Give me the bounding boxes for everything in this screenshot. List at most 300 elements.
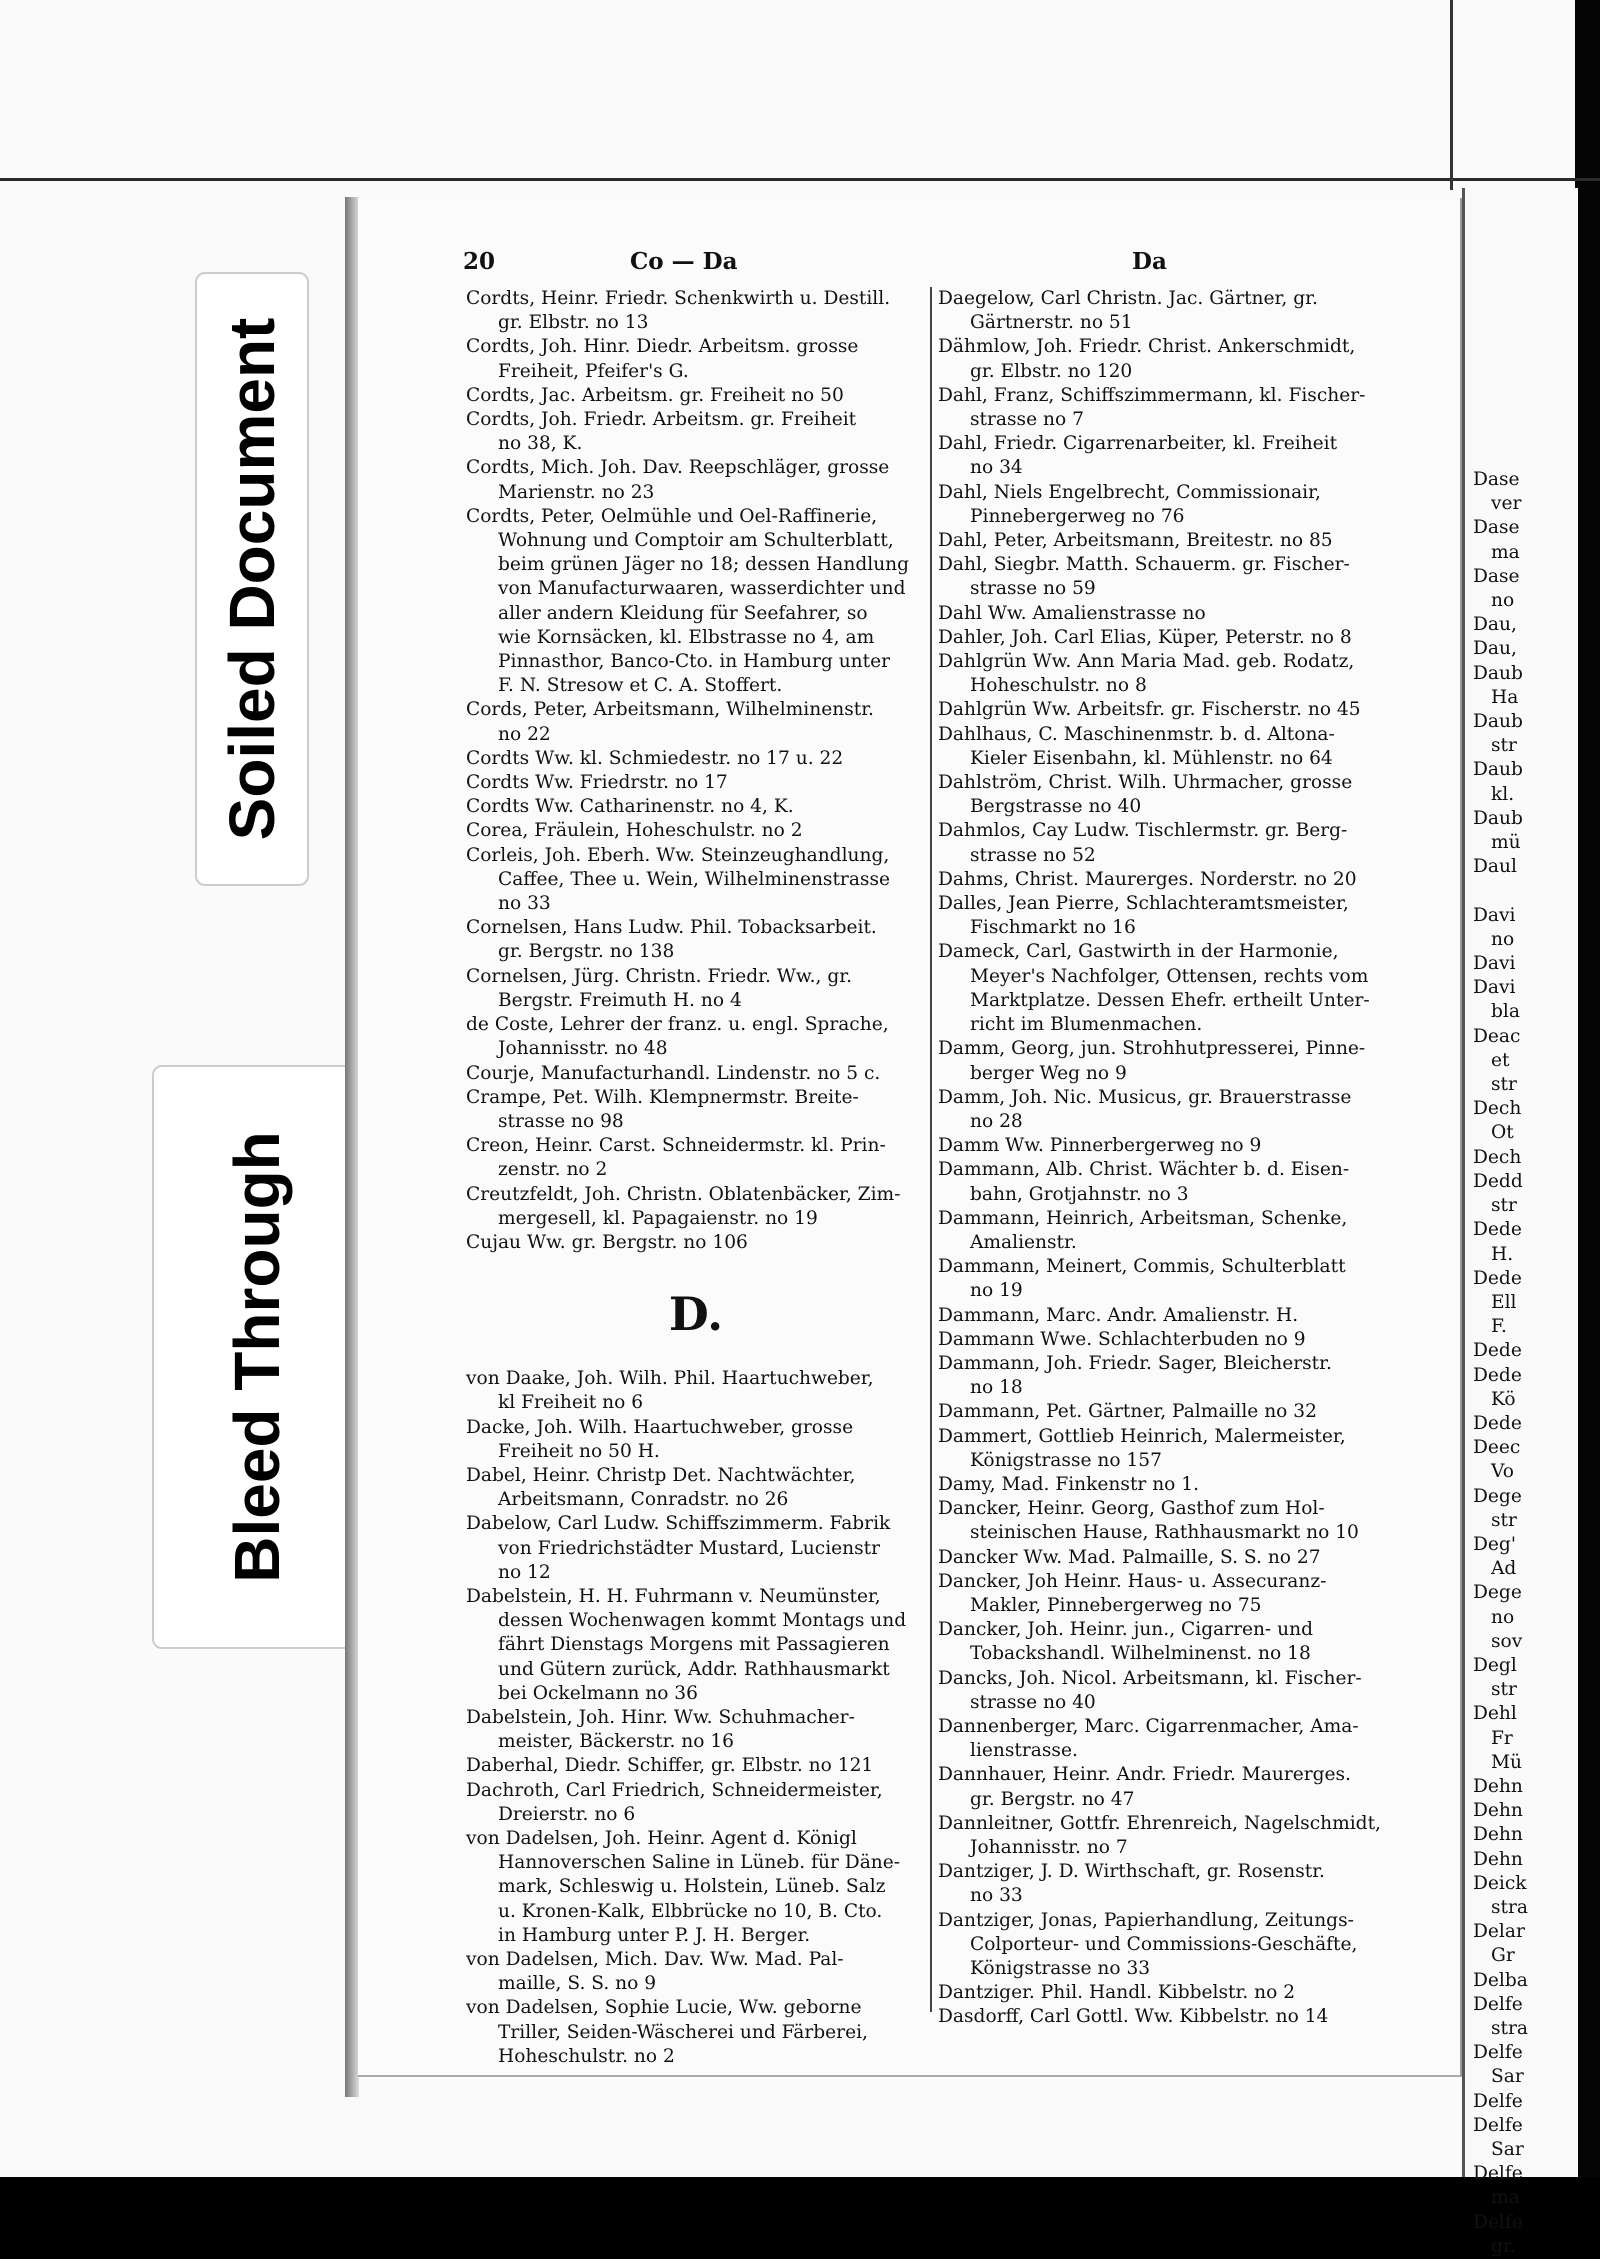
entry-name-line: Dabel, Heinr. Christp Det. Nachtwächter,	[466, 1464, 856, 1486]
entry-continuation-line: bei Ockelmann no 36	[498, 1682, 698, 1704]
entry-name-line: Daberhal, Diedr. Schiffer, gr. Elbstr. no 121	[466, 1755, 874, 1777]
directory-entry	[466, 771, 926, 795]
entry-name-line: Dahl, Siegbr. Matth. Schauerm. gr. Fischer-	[938, 554, 1350, 576]
entry-name-line: von Dadelsen, Joh. Heinr. Agent d. Königl	[466, 1827, 857, 1849]
directory-entry	[938, 698, 1388, 722]
directory-entry	[938, 868, 1388, 892]
next-page-fragment-line: stra	[1491, 2018, 1528, 2039]
next-page-fragment-line: Dech	[1473, 1098, 1522, 1120]
entry-continuation-line: von Friedrichstädter Mustard, Lucienstr	[498, 1537, 881, 1559]
entry-continuation-line: strasse no 40	[970, 1691, 1096, 1713]
entry-name-line: Damm Ww. Pinnerbergerweg no 9	[938, 1135, 1262, 1157]
entry-continuation-line: Hannoverschen Saline in Lüneb. für Däne-	[498, 1852, 901, 1874]
directory-entry	[938, 1497, 1388, 1545]
next-page-fragment-line: Davi	[1473, 904, 1516, 926]
next-page-fragment-line: Daul	[1473, 856, 1517, 878]
next-page-fragment-line: Dase	[1473, 565, 1520, 587]
entry-name-line: Dahlgrün Ww. Ann Maria Mad. geb. Rodatz,	[938, 651, 1355, 673]
directory-entry	[938, 819, 1388, 867]
entry-continuation-line: bahn, Grotjahnstr. no 3	[970, 1183, 1189, 1205]
entry-name-line: Dantziger, Jonas, Papierhandlung, Zeitungs-	[938, 1909, 1354, 1931]
entry-name-line: Cujau Ww. gr. Bergstr. no 106	[466, 1231, 748, 1253]
entry-continuation-line: zenstr. no 2	[498, 1159, 608, 1181]
directory-entry	[466, 747, 926, 771]
next-page-fragment-line: Degl	[1473, 1654, 1517, 1676]
next-page-fragment-line: Dehn	[1473, 1824, 1523, 1846]
directory-entry	[938, 1715, 1388, 1763]
next-page-fragment-line: Vo	[1491, 1461, 1514, 1483]
directory-entry	[466, 1013, 926, 1061]
next-page-fragment-line: Kö	[1491, 1388, 1516, 1410]
directory-entry	[938, 287, 1388, 335]
next-page-fragment-line: Deec	[1473, 1437, 1521, 1459]
directory-entry	[938, 1667, 1388, 1715]
entry-continuation-line: Kieler Eisenbahn, kl. Mühlenstr. no 64	[970, 747, 1333, 769]
entry-continuation-line: no 28	[970, 1110, 1023, 1132]
directory-entry	[466, 1183, 926, 1231]
page-edge-shadow	[345, 197, 359, 2097]
entry-continuation-line: Triller, Seiden-Wäscherei und Färberei,	[498, 2021, 868, 2043]
next-page-fragment-line: gr.	[1491, 2235, 1516, 2257]
right-running-title: Da	[1132, 248, 1167, 275]
entry-continuation-line: Colporteur- und Commissions-Geschäfte,	[970, 1933, 1358, 1955]
entry-name-line: Dahms, Christ. Maurerges. Norderstr. no 20	[938, 868, 1357, 890]
next-page-fragment-line: Delfe	[1473, 2163, 1523, 2185]
page-number: 20	[463, 248, 496, 275]
entry-continuation-line: no 38, K.	[498, 433, 583, 455]
entry-name-line: Damm, Georg, jun. Strohhutpresserei, Pinne-	[938, 1038, 1366, 1060]
directory-entry	[466, 335, 926, 383]
directory-entry	[938, 1134, 1388, 1158]
entry-name-line: Dacke, Joh. Wilh. Haartuchweber, grosse	[466, 1416, 854, 1438]
next-page-fragment-line: Dech	[1473, 1146, 1522, 1168]
left-entries-d	[466, 1367, 926, 2069]
soiled-document-stamp	[195, 272, 309, 886]
directory-entry	[466, 1512, 926, 1585]
entry-continuation-line: strasse no 52	[970, 844, 1096, 866]
entry-continuation-line: Bergstr. Freimuth H. no 4	[498, 989, 742, 1011]
next-page-fragment-line: Deac	[1473, 1025, 1521, 1047]
directory-entry	[938, 1909, 1388, 1982]
next-page-fragment-line: Davi	[1473, 977, 1516, 999]
directory-entry	[938, 335, 1388, 383]
entry-name-line: Dancker Ww. Mad. Palmaille, S. S. no 27	[938, 1546, 1321, 1568]
next-page-fragment-line: Dege	[1473, 1485, 1522, 1507]
entry-name-line: Dahlgrün Ww. Arbeitsfr. gr. Fischerstr. no 45	[938, 699, 1361, 721]
directory-entry	[938, 1352, 1388, 1400]
directory-entry	[938, 1086, 1388, 1134]
entry-continuation-line: Hoheschulstr. no 8	[970, 675, 1147, 697]
directory-entry	[466, 1062, 926, 1086]
entry-continuation-line: no 34	[970, 457, 1023, 479]
entry-name-line: Dabelstein, Joh. Hinr. Ww. Schuhmacher-	[466, 1706, 855, 1728]
directory-entry	[466, 1231, 926, 1255]
entry-continuation-line: Caffee, Thee u. Wein, Wilhelminenstrasse	[498, 868, 890, 890]
entry-name-line: Dantziger. Phil. Handl. Kibbelstr. no 2	[938, 1982, 1296, 2004]
entry-continuation-line: von Manufacturwaaren, wasserdichter und	[498, 578, 906, 600]
directory-entry	[938, 1763, 1388, 1811]
entry-continuation-line: Bergstrasse no 40	[970, 796, 1142, 818]
entry-continuation-line: Johannisstr. no 48	[498, 1038, 668, 1060]
directory-entry	[938, 1425, 1388, 1473]
entry-name-line: Cornelsen, Jürg. Christn. Friedr. Ww., gr.	[466, 965, 852, 987]
entry-name-line: Crampe, Pet. Wilh. Klempnermstr. Breite-	[466, 1086, 859, 1108]
directory-entry	[466, 1134, 926, 1182]
directory-entry	[466, 795, 926, 819]
next-page-fragment-line: str	[1491, 735, 1517, 757]
directory-entry	[466, 1706, 926, 1754]
next-page-fragment-line: Delfe	[1473, 2114, 1523, 2136]
book-spine-line	[1450, 0, 1453, 190]
directory-entry	[938, 1570, 1388, 1618]
entry-continuation-line: gr. Bergstr. no 47	[970, 1788, 1135, 1810]
entry-name-line: Dantziger, J. D. Wirthschaft, gr. Rosenstr.	[938, 1861, 1325, 1883]
next-page-fragment-line: Dede	[1473, 1412, 1522, 1434]
next-page-fragment-line: Daub	[1473, 759, 1523, 781]
entry-name-line: Cordts, Joh. Friedr. Arbeitsm. gr. Freiheit	[466, 409, 857, 431]
entry-name-line: Cornelsen, Hans Ludw. Phil. Tobacksarbeit.	[466, 917, 877, 939]
next-page-fragment-line: sov	[1491, 1630, 1523, 1652]
next-page-fragment-line: Dase	[1473, 517, 1520, 539]
directory-entry	[938, 1860, 1388, 1908]
entry-name-line: Dancker, Joh. Heinr. jun., Cigarren- und	[938, 1619, 1313, 1641]
column-divider	[930, 287, 932, 2012]
entry-continuation-line: kl Freiheit no 6	[498, 1392, 644, 1414]
next-page-fragment-line: Sar	[1491, 2139, 1524, 2161]
next-page-fragment-line: bla	[1491, 1001, 1520, 1023]
directory-entry	[466, 456, 926, 504]
entry-name-line: Dahler, Joh. Carl Elias, Küper, Peterstr. no 8	[938, 626, 1352, 648]
entry-continuation-line: Arbeitsmann, Conradstr. no 26	[498, 1489, 789, 1511]
bleed-through-stamp	[152, 1065, 361, 1649]
directory-entry	[938, 1207, 1388, 1255]
next-page-fragment-line: Deg'	[1473, 1533, 1516, 1555]
entry-name-line: de Coste, Lehrer der franz. u. engl. Sprache,	[466, 1014, 889, 1036]
next-page-fragment-line: Ad	[1491, 1558, 1517, 1580]
directory-entry	[938, 1618, 1388, 1666]
directory-entry	[938, 1812, 1388, 1860]
next-page-fragment-line: Dehl	[1473, 1703, 1517, 1725]
next-page-fragment-line: str	[1491, 1074, 1517, 1096]
left-column	[466, 287, 926, 2069]
section-letter-d: D.	[668, 1287, 724, 1342]
entry-name-line: Damm, Joh. Nic. Musicus, gr. Brauerstrasse	[938, 1086, 1352, 1108]
right-column	[938, 287, 1388, 2030]
entry-name-line: Dahlström, Christ. Wilh. Uhrmacher, grosse	[938, 772, 1353, 794]
entry-continuation-line: Meyer's Nachfolger, Ottensen, rechts vom	[970, 965, 1369, 987]
entry-continuation-line: berger Weg no 9	[970, 1062, 1127, 1084]
left-entries-c	[466, 287, 926, 1255]
directory-entry	[938, 1037, 1388, 1085]
entry-name-line: Dahl, Franz, Schiffszimmermann, kl. Fischer-	[938, 384, 1366, 406]
entry-continuation-line: aller andern Kleidung für Seefahrer, so	[498, 602, 868, 624]
directory-entry	[938, 553, 1388, 601]
entry-continuation-line: strasse no 98	[498, 1110, 624, 1132]
next-page-fragment-line: Delfe	[1473, 2042, 1523, 2064]
entry-name-line: Corleis, Joh. Eberh. Ww. Steinzeughandlung,	[466, 844, 890, 866]
entry-continuation-line: gr. Elbstr. no 120	[970, 360, 1133, 382]
directory-entry	[466, 1827, 926, 1948]
entry-name-line: von Dadelsen, Mich. Dav. Ww. Mad. Pal-	[466, 1949, 844, 1970]
directory-entry	[466, 1367, 926, 1415]
entry-continuation-line: Wohnung und Comptoir am Schulterblatt,	[498, 530, 894, 552]
entry-continuation-line: u. Kronen-Kalk, Elbbrücke no 10, B. Cto.	[498, 1900, 883, 1922]
next-page-fragment-line: H.	[1491, 1243, 1514, 1265]
entry-continuation-line: no 22	[498, 723, 551, 745]
directory-entry	[466, 1416, 926, 1464]
entry-name-line: Dammann, Heinrich, Arbeitsman, Schenke,	[938, 1207, 1348, 1229]
entry-continuation-line: Pinnebergerweg no 76	[970, 505, 1185, 527]
entry-continuation-line: gr. Bergstr. no 138	[498, 941, 675, 963]
next-page-fragment-line: ver	[1491, 493, 1522, 515]
directory-entry	[466, 1754, 926, 1778]
next-page-fragment-line: Dede	[1473, 1267, 1522, 1289]
entry-continuation-line: no 19	[970, 1280, 1023, 1302]
entry-continuation-line: Hoheschulstr. no 2	[498, 2045, 675, 2067]
entry-name-line: von Daake, Joh. Wilh. Phil. Haartuchweber,	[466, 1368, 874, 1390]
entry-continuation-line: mark, Schleswig u. Holstein, Lüneb. Salz	[498, 1876, 886, 1898]
entry-continuation-line: Pinnasthor, Banco-Cto. in Hamburg unter	[498, 651, 891, 673]
next-page-fragment-line: Deick	[1473, 1872, 1527, 1894]
entry-name-line: Cordts Ww. Catharinenstr. no 4, K.	[466, 796, 794, 818]
directory-entry	[466, 384, 926, 408]
entry-continuation-line: fährt Dienstags Morgens mit Passagieren	[498, 1634, 890, 1656]
entry-name-line: Dabelow, Carl Ludw. Schiffszimmerm. Fabrik	[466, 1513, 891, 1535]
entry-name-line: Dancks, Joh. Nicol. Arbeitsmann, kl. Fischer-	[938, 1667, 1362, 1689]
next-page-fragment-line: Dede	[1473, 1340, 1522, 1362]
next-page-fragment-line: Ot	[1491, 1122, 1514, 1144]
next-page-fragment-line: stra	[1491, 1896, 1528, 1918]
directory-entry	[938, 1400, 1388, 1424]
entry-continuation-line: richt im Blumenmachen.	[970, 1014, 1203, 1036]
entry-name-line: Dahl, Friedr. Cigarrenarbeiter, kl. Freiheit	[938, 433, 1338, 455]
directory-entry	[466, 1779, 926, 1827]
next-page-fragment-line: Dede	[1473, 1364, 1522, 1386]
entry-name-line: Dähmlow, Joh. Friedr. Christ. Ankerschmidt,	[938, 336, 1356, 358]
next-page-fragment-line: Dede	[1473, 1219, 1522, 1241]
entry-continuation-line: strasse no 7	[970, 409, 1084, 431]
entry-name-line: Cords, Peter, Arbeitsmann, Wilhelminenstr.	[466, 699, 874, 721]
next-page-fragment-line: kl.	[1491, 783, 1515, 805]
next-page-fragment-line: Sar	[1491, 2066, 1524, 2088]
directory-entry	[938, 1158, 1388, 1206]
entry-name-line: Cordts, Joh. Hinr. Diedr. Arbeitsm. grosse	[466, 336, 859, 358]
entry-continuation-line: no 18	[970, 1377, 1023, 1399]
directory-entry	[466, 965, 926, 1013]
entry-name-line: Cordts, Peter, Oelmühle und Oel-Raffinerie,	[466, 505, 878, 527]
next-page-fragment-line: Dau,	[1473, 614, 1517, 636]
entry-name-line: Dahlhaus, C. Maschinenmstr. b. d. Altona-	[938, 723, 1335, 745]
next-page-fragment-line: Dehn	[1473, 1775, 1523, 1797]
directory-entry	[938, 940, 1388, 1037]
next-page-fragment-line: str	[1491, 1509, 1517, 1531]
next-page-fragment-line: Ell	[1491, 1291, 1517, 1313]
entry-name-line: Cordts, Mich. Joh. Dav. Reepschläger, grosse	[466, 457, 890, 479]
directory-entry	[938, 481, 1388, 529]
bleed-through-label: Bleed Through	[220, 1131, 293, 1583]
entry-continuation-line: in Hamburg unter P. J. H. Berger.	[498, 1924, 811, 1946]
entry-name-line: Cordts Ww. Friedrstr. no 17	[466, 772, 728, 794]
directory-entry	[466, 916, 926, 964]
entry-continuation-line: mergesell, kl. Papagaienstr. no 19	[498, 1207, 818, 1229]
entry-continuation-line: beim grünen Jäger no 18; dessen Handlung	[498, 554, 910, 576]
directory-entry	[938, 723, 1388, 771]
book-top-edge	[0, 178, 1600, 181]
entry-name-line: Dahl Ww. Amalienstrasse no	[938, 602, 1206, 624]
next-page-fragment-line: str	[1491, 1679, 1517, 1701]
entry-name-line: Dammann Wwe. Schlachterbuden no 9	[938, 1328, 1306, 1350]
entry-name-line: Dahl, Peter, Arbeitsmann, Breitestr. no 85	[938, 530, 1333, 552]
directory-entry	[938, 2005, 1388, 2029]
entry-continuation-line: Fischmarkt no 16	[970, 917, 1136, 939]
entry-name-line: Daegelow, Carl Christn. Jac. Gärtner, gr.	[938, 288, 1318, 309]
entry-continuation-line: dessen Wochenwagen kommt Montags und	[498, 1610, 907, 1632]
entry-name-line: von Dadelsen, Sophie Lucie, Ww. geborne	[466, 1997, 862, 2019]
entry-name-line: Dammann, Meinert, Commis, Schulterblatt	[938, 1256, 1346, 1278]
next-page-fragment-line: Daub	[1473, 711, 1523, 733]
directory-entry	[466, 287, 926, 335]
entry-name-line: Dahmlos, Cay Ludw. Tischlermstr. gr. Berg-	[938, 820, 1348, 842]
entry-name-line: Dalles, Jean Pierre, Schlachteramtsmeister,	[938, 893, 1349, 915]
next-page-fragment-line: Daub	[1473, 662, 1523, 684]
entry-name-line: Corea, Fräulein, Hoheschulstr. no 2	[466, 820, 803, 842]
entry-name-line: Cordts, Heinr. Friedr. Schenkwirth u. Destill.	[466, 288, 891, 309]
entry-name-line: Dammann, Alb. Christ. Wächter b. d. Eisen-	[938, 1159, 1350, 1181]
directory-entry	[466, 1086, 926, 1134]
entry-name-line: Creutzfeldt, Joh. Christn. Oblatenbäcker, Zim-	[466, 1183, 901, 1205]
entry-name-line: Dasdorff, Carl Gottl. Ww. Kibbelstr. no 14	[938, 2006, 1329, 2028]
next-page-fragment-line: Dase	[1473, 469, 1520, 490]
directory-entry	[938, 529, 1388, 553]
next-page-fragment-line: Daub	[1473, 807, 1523, 829]
next-page-fragment-line: Delar	[1473, 1921, 1525, 1943]
directory-entry	[938, 602, 1388, 626]
next-page-fragment-line: Dedd	[1473, 1170, 1523, 1192]
entry-continuation-line: steinischen Hause, Rathhausmarkt no 10	[970, 1522, 1359, 1544]
directory-entry	[938, 771, 1388, 819]
entry-continuation-line: strasse no 59	[970, 578, 1096, 600]
entry-continuation-line: maille, S. S. no 9	[498, 1973, 657, 1995]
entry-continuation-line: Königstrasse no 157	[970, 1449, 1162, 1471]
directory-entry	[938, 1328, 1388, 1352]
directory-entry	[938, 626, 1388, 650]
entry-name-line: Dabelstein, H. H. Fuhrmann v. Neumünster,	[466, 1585, 881, 1607]
directory-entry	[466, 408, 926, 456]
directory-entry	[938, 892, 1388, 940]
entry-continuation-line: Königstrasse no 33	[970, 1958, 1151, 1980]
entry-name-line: Dahl, Niels Engelbrecht, Commissionair,	[938, 481, 1321, 503]
next-page-fragment-line: et	[1491, 1049, 1510, 1071]
entry-continuation-line: Gärtnerstr. no 51	[970, 312, 1133, 334]
directory-entry	[938, 1255, 1388, 1303]
entry-continuation-line: lienstrasse.	[970, 1740, 1078, 1762]
entry-name-line: Dancker, Joh Heinr. Haus- u. Assecuranz-	[938, 1570, 1327, 1592]
directory-entry	[466, 698, 926, 746]
entry-name-line: Dammert, Gottlieb Heinrich, Malermeister,	[938, 1425, 1346, 1447]
entry-name-line: Dammann, Joh. Friedr. Sager, Bleicherstr.	[938, 1352, 1332, 1374]
entry-continuation-line: meister, Bäckerstr. no 16	[498, 1731, 735, 1753]
next-page-fragment-line: no	[1491, 1606, 1515, 1628]
next-page-fragment-line: Gr	[1491, 1945, 1515, 1967]
next-page-fragment-line: no	[1491, 928, 1515, 950]
directory-entry	[466, 1996, 926, 2069]
next-page-fragment-line: str	[1491, 1195, 1517, 1217]
next-page-fragment-line: Ha	[1491, 686, 1519, 708]
entry-name-line: Cordts Ww. kl. Schmiedestr. no 17 u. 22	[466, 747, 844, 769]
next-page-fragment-line: Mü	[1491, 1751, 1523, 1773]
entry-continuation-line: no 33	[498, 893, 551, 915]
next-page-fragment-line: Dehn	[1473, 1800, 1523, 1822]
directory-entry	[938, 432, 1388, 480]
next-page-text-column	[1473, 468, 1528, 2259]
entry-continuation-line: no 33	[970, 1885, 1023, 1907]
entry-name-line: Courje, Manufacturhandl. Lindenstr. no 5 c.	[466, 1062, 881, 1084]
next-page-fragment	[1462, 188, 1578, 2257]
directory-entry	[466, 844, 926, 917]
next-page-fragment-line: Dege	[1473, 1582, 1522, 1604]
entry-continuation-line: Amalienstr.	[970, 1231, 1077, 1253]
next-page-fragment-line: no	[1491, 590, 1515, 612]
directory-entry	[938, 1304, 1388, 1328]
directory-entry	[466, 1948, 926, 1996]
directory-entry	[466, 505, 926, 699]
entry-name-line: Cordts, Jac. Arbeitsm. gr. Freiheit no 50	[466, 384, 844, 406]
next-page-fragment-line: Dehn	[1473, 1848, 1523, 1870]
entry-continuation-line: und Gütern zurück, Addr. Rathhausmarkt	[498, 1658, 890, 1680]
directory-entry	[938, 1981, 1388, 2005]
entry-name-line: Dachroth, Carl Friedrich, Schneidermeister,	[466, 1779, 883, 1801]
entry-continuation-line: gr. Elbstr. no 13	[498, 312, 649, 334]
next-page-fragment-line: Delfe	[1473, 2090, 1523, 2112]
directory-entry	[466, 1464, 926, 1512]
entry-name-line: Dameck, Carl, Gastwirth in der Harmonie,	[938, 941, 1339, 963]
directory-entry	[938, 1473, 1388, 1497]
entry-name-line: Damy, Mad. Finkenstr no 1.	[938, 1473, 1200, 1495]
next-page-fragment-line: Delfe	[1473, 2211, 1523, 2233]
entry-name-line: Dammann, Pet. Gärtner, Palmaille no 32	[938, 1401, 1317, 1423]
entry-continuation-line: Marktplatze. Dessen Ehefr. ertheilt Unter-	[970, 989, 1370, 1011]
entry-name-line: Creon, Heinr. Carst. Schneidermstr. kl. Prin-	[466, 1135, 886, 1157]
directory-entry	[938, 384, 1388, 432]
entry-continuation-line: Johannisstr. no 7	[970, 1837, 1128, 1858]
entry-continuation-line: Makler, Pinnebergerweg no 75	[970, 1594, 1262, 1616]
entry-continuation-line: Tobackshandl. Wilhelminenst. no 18	[970, 1643, 1311, 1665]
entry-continuation-line: wie Kornsäcken, kl. Elbstrasse no 4, am	[498, 626, 875, 648]
entry-continuation-line: Marienstr. no 23	[498, 481, 655, 503]
next-page-fragment-line: Davi	[1473, 953, 1516, 975]
next-page-fragment-line: Delfe	[1473, 1993, 1523, 2015]
next-page-fragment-line: Dau,	[1473, 638, 1517, 660]
next-page-fragment-line: ma	[1491, 2187, 1520, 2209]
entry-name-line: Dammann, Marc. Andr. Amalienstr. H.	[938, 1304, 1299, 1326]
entry-continuation-line: F. N. Stresow et C. A. Stoffert.	[498, 675, 783, 697]
next-page-fragment-line: Delba	[1473, 1969, 1528, 1991]
entry-name-line: Dannhauer, Heinr. Andr. Friedr. Maurerges.	[938, 1764, 1351, 1786]
directory-entry	[938, 1546, 1388, 1570]
entry-name-line: Dannleitner, Gottfr. Ehrenreich, Nagelschmidt,	[938, 1812, 1381, 1834]
entry-name-line: Dancker, Heinr. Georg, Gasthof zum Hol-	[938, 1498, 1325, 1520]
left-running-title: Co — Da	[630, 248, 738, 275]
directory-entry	[938, 650, 1388, 698]
next-page-fragment-line: Fr	[1491, 1727, 1513, 1749]
next-page-fragment-line: mü	[1491, 832, 1521, 854]
entry-continuation-line: Freiheit, Pfeifer's G.	[498, 360, 689, 382]
next-page-fragment-line: F.	[1491, 1316, 1507, 1338]
entry-continuation-line: no 12	[498, 1561, 551, 1583]
directory-entry	[466, 1585, 926, 1706]
next-page-fragment-line	[1473, 879, 1528, 903]
directory-entry	[466, 819, 926, 843]
